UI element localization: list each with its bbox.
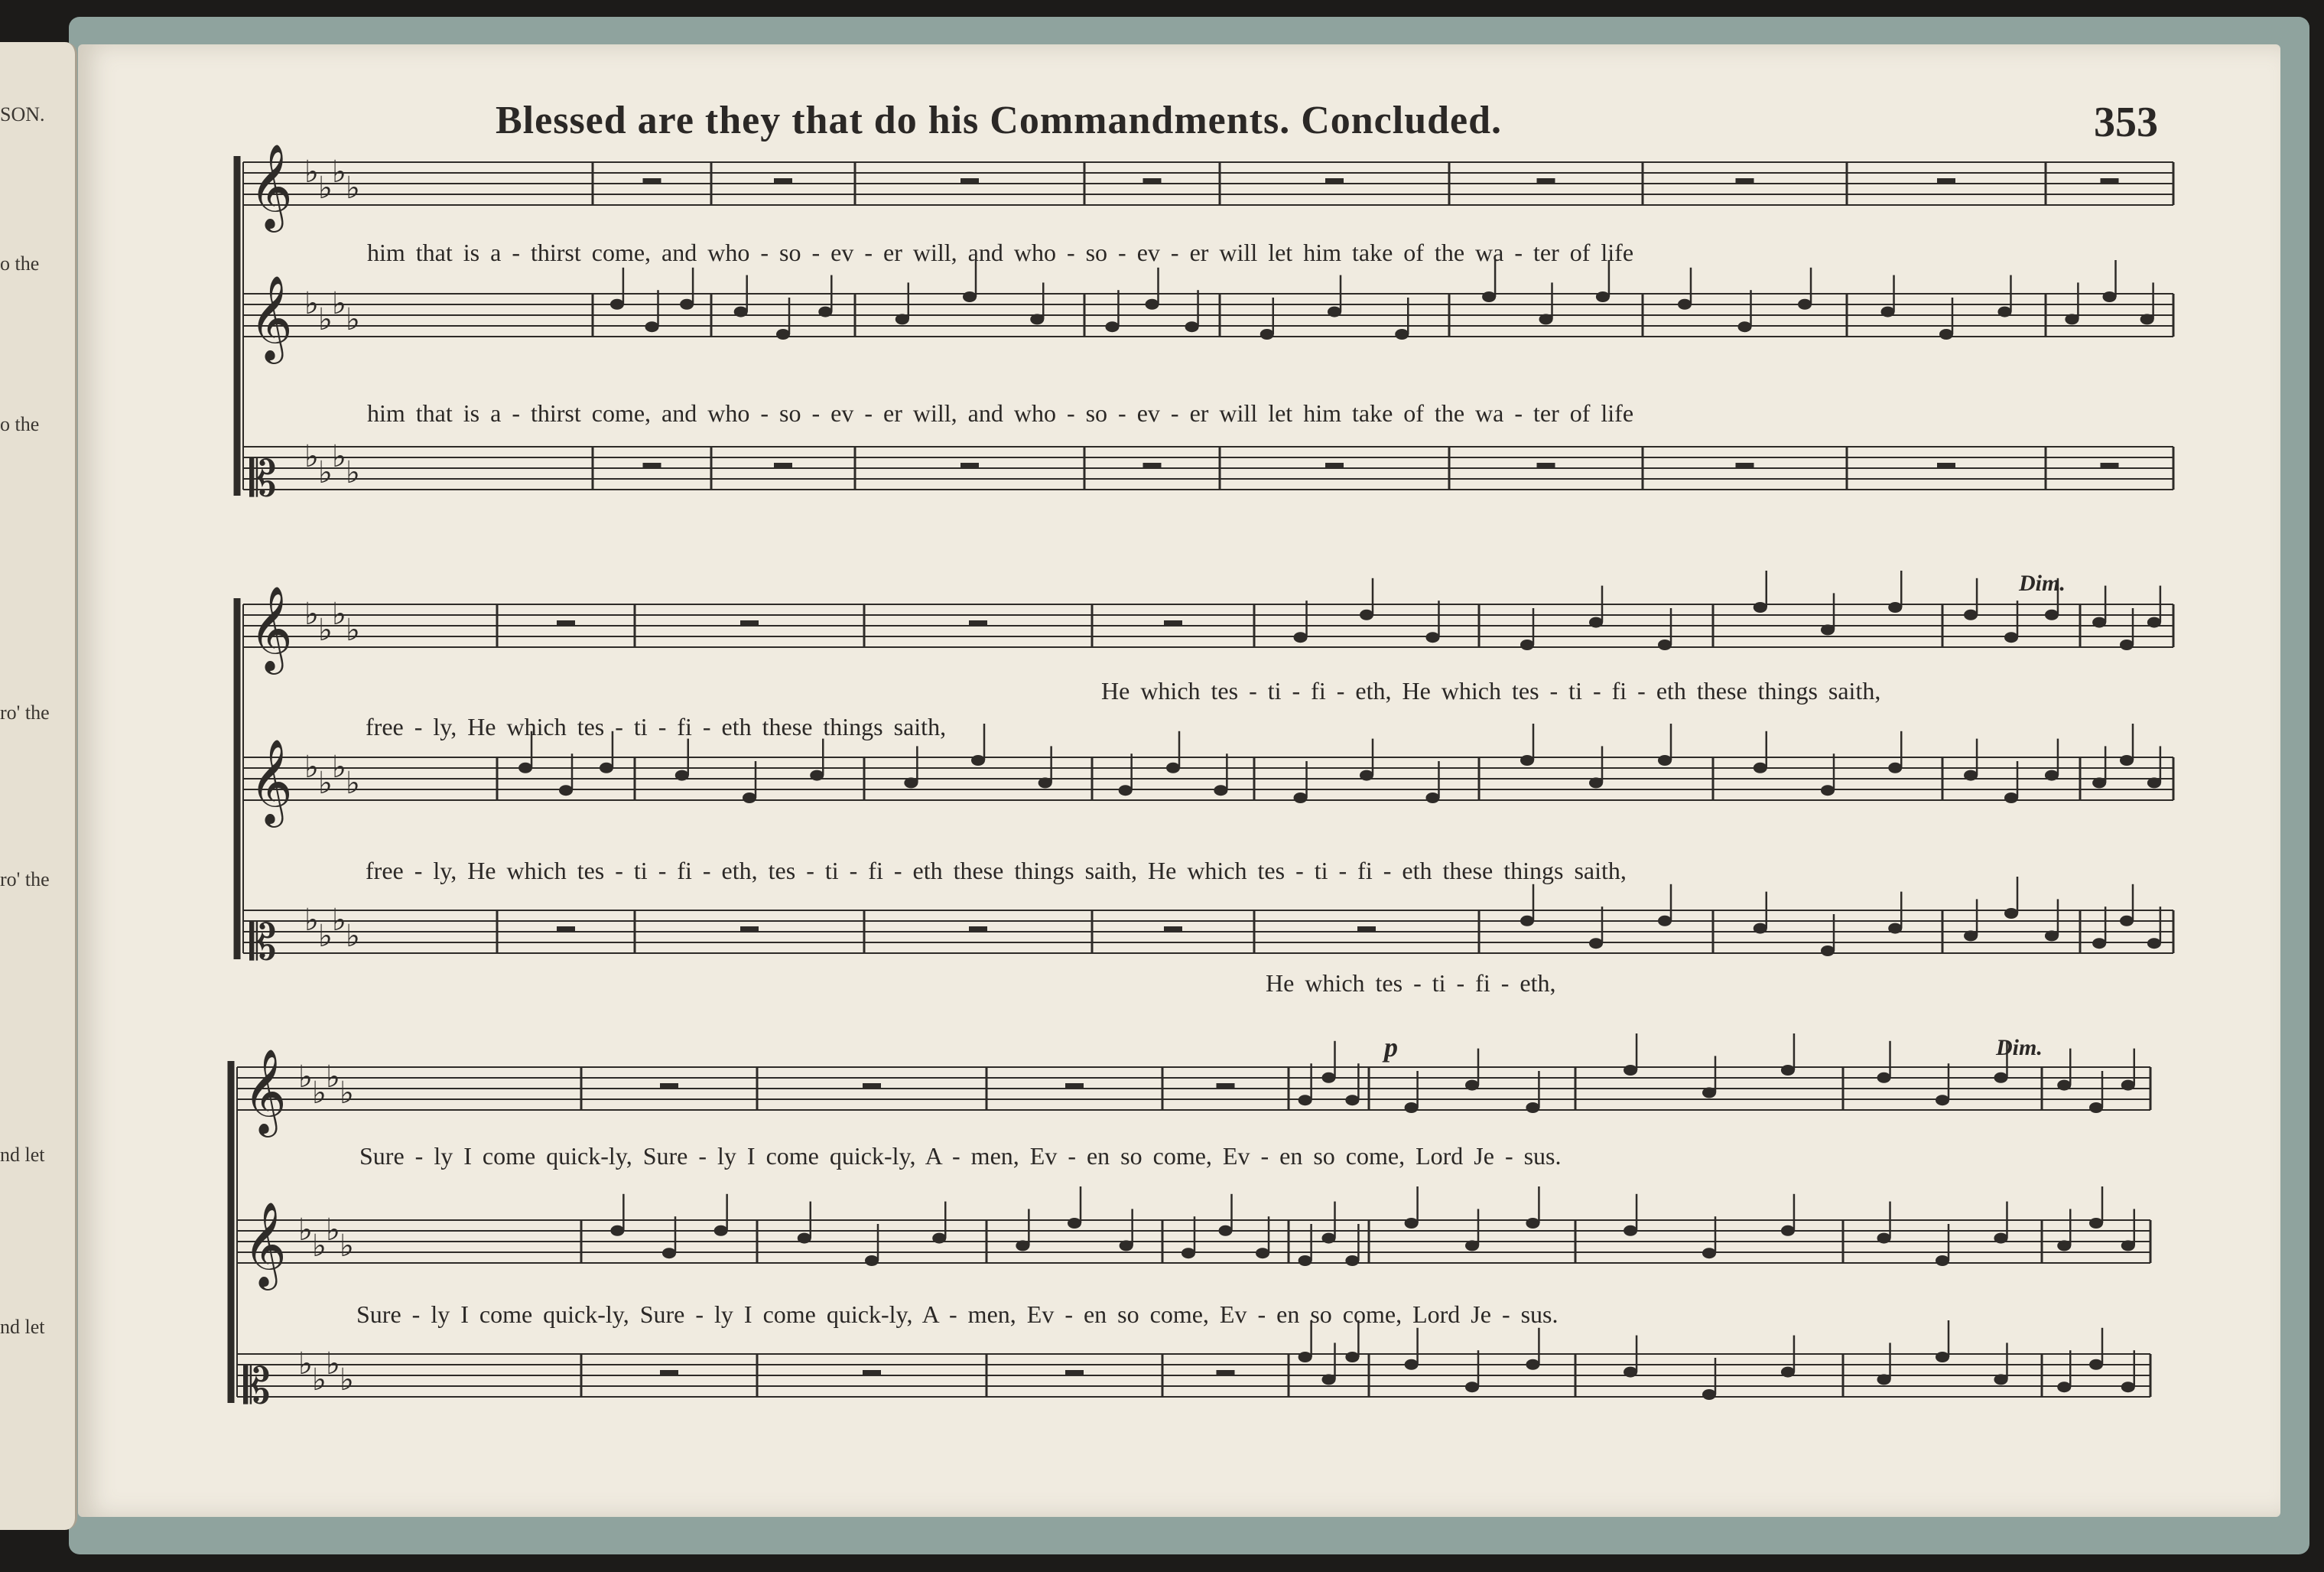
note-head bbox=[1328, 307, 1341, 317]
note-head bbox=[1964, 610, 1978, 620]
whole-rest-icon bbox=[1937, 463, 1955, 468]
note-head bbox=[1997, 307, 2011, 317]
flat-icon: ♭ bbox=[346, 919, 360, 954]
note-head bbox=[645, 321, 659, 332]
flat-icon: ♭ bbox=[332, 286, 346, 321]
note-head bbox=[2092, 938, 2106, 949]
note-head bbox=[1345, 1352, 1359, 1362]
note-head bbox=[1994, 1374, 2007, 1385]
note-head bbox=[1589, 777, 1603, 788]
whole-rest-icon bbox=[1065, 1083, 1084, 1089]
flat-icon: ♭ bbox=[312, 1076, 327, 1111]
note-head bbox=[1781, 1225, 1795, 1236]
note-head bbox=[2120, 916, 2134, 926]
left-page-fragment: o the bbox=[0, 413, 40, 435]
whole-rest-icon bbox=[1164, 620, 1182, 626]
note-head bbox=[1068, 1218, 1081, 1229]
note-head bbox=[1526, 1102, 1539, 1113]
flat-icon: ♭ bbox=[340, 1362, 354, 1398]
note-head bbox=[1256, 1248, 1269, 1258]
note-head bbox=[1299, 1352, 1312, 1362]
note-head bbox=[743, 793, 756, 803]
note-head bbox=[1146, 299, 1159, 310]
note-head bbox=[1888, 602, 1902, 613]
left-page-fragment: ro' the bbox=[0, 701, 50, 724]
whole-rest-icon bbox=[2101, 463, 2119, 468]
note-head bbox=[2004, 793, 2018, 803]
whole-rest-icon bbox=[557, 926, 575, 932]
flat-icon: ♭ bbox=[346, 302, 360, 337]
running-title: Blessed are they that do his Commandments. Concluded. bbox=[496, 99, 1503, 142]
note-head bbox=[2065, 314, 2079, 324]
note-head bbox=[1219, 1225, 1233, 1236]
note-head bbox=[1821, 624, 1835, 635]
system-3-treble-lyrics: Sure - ly I come quick-ly, Sure - ly I come quick-ly, A - men, Ev - en so come, Ev - en so come, Lord Je - sus. bbox=[359, 1142, 1562, 1170]
note-head bbox=[1624, 1065, 1637, 1076]
note-head bbox=[2147, 938, 2161, 949]
note-head bbox=[895, 314, 909, 324]
note-head bbox=[1345, 1095, 1359, 1105]
note-head bbox=[1738, 321, 1752, 332]
flat-icon: ♭ bbox=[304, 439, 319, 474]
note-head bbox=[865, 1255, 879, 1266]
note-head bbox=[1936, 1352, 1949, 1362]
note-head bbox=[714, 1225, 728, 1236]
note-head bbox=[818, 307, 832, 317]
system-1-treble-lyrics: him that is a - thirst come, and who - so - ev - er will, and who - so - ev - er will let him take of the wa - ter of life bbox=[367, 239, 1634, 266]
note-head bbox=[963, 291, 977, 302]
flat-icon: ♭ bbox=[332, 597, 346, 632]
flat-icon: ♭ bbox=[304, 286, 319, 321]
flat-icon: ♭ bbox=[326, 1346, 340, 1382]
whole-rest-icon bbox=[1143, 178, 1162, 184]
whole-rest-icon bbox=[960, 463, 979, 468]
flat-icon: ♭ bbox=[346, 766, 360, 801]
note-head bbox=[1781, 1367, 1795, 1378]
left-page-fragment: SON. bbox=[0, 103, 45, 125]
treble-clef-icon: 𝄞 bbox=[249, 738, 293, 824]
note-head bbox=[2045, 610, 2059, 620]
flat-icon: ♭ bbox=[332, 903, 346, 938]
note-head bbox=[675, 770, 689, 781]
whole-rest-icon bbox=[774, 463, 792, 468]
note-head bbox=[1119, 785, 1133, 796]
note-head bbox=[559, 785, 573, 796]
system-2-bass-lyrics: He which tes - ti - fi - eth, bbox=[1266, 969, 1556, 997]
note-head bbox=[1596, 291, 1610, 302]
note-head bbox=[1658, 916, 1672, 926]
treble-clef-icon: 𝄞 bbox=[249, 143, 293, 229]
flat-icon: ♭ bbox=[346, 613, 360, 648]
tenor-clef-icon: 𝄡 bbox=[249, 915, 277, 972]
whole-rest-icon bbox=[1143, 463, 1162, 468]
note-head bbox=[1405, 1359, 1419, 1370]
note-head bbox=[1520, 916, 1534, 926]
note-head bbox=[1322, 1374, 1336, 1385]
note-head bbox=[1888, 923, 1902, 934]
note-head bbox=[1294, 632, 1308, 643]
note-head bbox=[600, 763, 613, 773]
note-head bbox=[2045, 770, 2059, 781]
flat-icon: ♭ bbox=[340, 1229, 354, 1264]
note-head bbox=[1624, 1225, 1637, 1236]
note-head bbox=[1658, 755, 1672, 766]
note-head bbox=[2004, 632, 2018, 643]
note-head bbox=[1405, 1102, 1419, 1113]
system-2-alto-lyrics: free - ly, He which tes - ti - fi - eth, tes - ti - fi - eth these things saith, He which tes - ti - fi - eth these things saith, bbox=[366, 857, 1627, 884]
note-head bbox=[2045, 930, 2059, 941]
note-head bbox=[1589, 938, 1603, 949]
note-head bbox=[1030, 314, 1044, 324]
note-head bbox=[2092, 777, 2106, 788]
flat-icon: ♭ bbox=[304, 903, 319, 938]
whole-rest-icon bbox=[1325, 463, 1344, 468]
note-head bbox=[1624, 1367, 1637, 1378]
note-head bbox=[1936, 1255, 1949, 1266]
note-head bbox=[1360, 610, 1373, 620]
note-head bbox=[2120, 755, 2134, 766]
note-head bbox=[680, 299, 694, 310]
note-head bbox=[610, 1225, 624, 1236]
whole-rest-icon bbox=[1736, 178, 1754, 184]
note-head bbox=[1482, 291, 1496, 302]
note-head bbox=[2057, 1080, 2071, 1091]
note-head bbox=[1702, 1248, 1716, 1258]
whole-rest-icon bbox=[960, 178, 979, 184]
note-head bbox=[1520, 640, 1534, 650]
note-head bbox=[932, 1233, 946, 1244]
note-head bbox=[1821, 945, 1835, 956]
note-head bbox=[610, 299, 624, 310]
note-head bbox=[1038, 777, 1052, 788]
note-head bbox=[971, 755, 985, 766]
note-head bbox=[1526, 1359, 1539, 1370]
note-head bbox=[1185, 321, 1199, 332]
note-head bbox=[1754, 763, 1767, 773]
dynamic-dim-system-3: Dim. bbox=[1996, 1035, 2043, 1060]
note-head bbox=[1322, 1072, 1336, 1083]
note-head bbox=[1322, 1233, 1336, 1244]
note-head bbox=[1754, 923, 1767, 934]
flat-icon: ♭ bbox=[332, 155, 346, 190]
tenor-clef-icon: 𝄡 bbox=[243, 1359, 271, 1415]
whole-rest-icon bbox=[557, 620, 575, 626]
flat-icon: ♭ bbox=[318, 613, 333, 648]
whole-rest-icon bbox=[1736, 463, 1754, 468]
note-head bbox=[904, 777, 918, 788]
left-page-fragment: nd let bbox=[0, 1144, 45, 1166]
note-head bbox=[1678, 299, 1692, 310]
note-head bbox=[1994, 1072, 2007, 1083]
flat-icon: ♭ bbox=[326, 1059, 340, 1095]
note-head bbox=[2057, 1240, 2071, 1251]
note-head bbox=[2147, 777, 2161, 788]
whole-rest-icon bbox=[740, 620, 759, 626]
whole-rest-icon bbox=[1217, 1370, 1235, 1375]
whole-rest-icon bbox=[2101, 178, 2119, 184]
note-head bbox=[1425, 793, 1439, 803]
system-2-treble-lyrics: He which tes - ti - fi - eth, He which tes - ti - fi - eth these things saith, bbox=[1101, 677, 1881, 705]
flat-icon: ♭ bbox=[304, 597, 319, 632]
whole-rest-icon bbox=[660, 1083, 678, 1089]
note-head bbox=[1016, 1240, 1029, 1251]
flat-icon: ♭ bbox=[318, 171, 333, 206]
flat-icon: ♭ bbox=[298, 1212, 313, 1248]
whole-rest-icon bbox=[1065, 1370, 1084, 1375]
note-head bbox=[2089, 1359, 2103, 1370]
note-head bbox=[1405, 1218, 1419, 1229]
note-head bbox=[1520, 755, 1534, 766]
note-head bbox=[2057, 1382, 2071, 1392]
note-head bbox=[2121, 1382, 2135, 1392]
note-head bbox=[1105, 321, 1119, 332]
flat-icon: ♭ bbox=[332, 439, 346, 474]
note-head bbox=[1526, 1218, 1539, 1229]
note-head bbox=[1539, 314, 1553, 324]
note-head bbox=[662, 1248, 676, 1258]
whole-rest-icon bbox=[1537, 178, 1555, 184]
note-head bbox=[1299, 1255, 1312, 1266]
whole-rest-icon bbox=[969, 926, 987, 932]
note-head bbox=[1881, 307, 1895, 317]
note-head bbox=[1702, 1389, 1716, 1400]
note-head bbox=[2121, 1240, 2135, 1251]
note-head bbox=[1214, 785, 1227, 796]
note-head bbox=[2103, 291, 2117, 302]
whole-rest-icon bbox=[1937, 178, 1955, 184]
note-head bbox=[2120, 640, 2134, 650]
note-head bbox=[1465, 1240, 1479, 1251]
flat-icon: ♭ bbox=[340, 1076, 354, 1111]
whole-rest-icon bbox=[1164, 926, 1182, 932]
note-head bbox=[1936, 1095, 1949, 1105]
flat-icon: ♭ bbox=[318, 302, 333, 337]
system-2-inner-lyrics: free - ly, He which tes - ti - fi - eth these things saith, bbox=[366, 713, 947, 740]
flat-icon: ♭ bbox=[318, 766, 333, 801]
note-head bbox=[2140, 314, 2154, 324]
whole-rest-icon bbox=[1537, 463, 1555, 468]
treble-clef-icon: 𝄞 bbox=[249, 585, 293, 671]
whole-rest-icon bbox=[1357, 926, 1376, 932]
whole-rest-icon bbox=[863, 1370, 881, 1375]
note-head bbox=[2089, 1218, 2103, 1229]
note-head bbox=[1465, 1382, 1479, 1392]
whole-rest-icon bbox=[643, 463, 661, 468]
note-head bbox=[1888, 763, 1902, 773]
system-3-alto-lyrics: Sure - ly I come quick-ly, Sure - ly I come quick-ly, A - men, Ev - en so come, Ev - en so come, Lord Je - sus. bbox=[356, 1300, 1559, 1328]
note-head bbox=[1754, 602, 1767, 613]
tenor-clef-icon: 𝄡 bbox=[249, 451, 277, 508]
note-head bbox=[810, 770, 824, 781]
left-page-fragment: o the bbox=[0, 252, 40, 275]
note-head bbox=[2089, 1102, 2103, 1113]
flat-icon: ♭ bbox=[312, 1229, 327, 1264]
whole-rest-icon bbox=[740, 926, 759, 932]
note-head bbox=[1294, 793, 1308, 803]
flat-icon: ♭ bbox=[298, 1346, 313, 1382]
note-head bbox=[1120, 1240, 1133, 1251]
treble-clef-icon: 𝄞 bbox=[249, 275, 293, 360]
flat-icon: ♭ bbox=[318, 455, 333, 490]
whole-rest-icon bbox=[1217, 1083, 1235, 1089]
note-head bbox=[1877, 1233, 1891, 1244]
whole-rest-icon bbox=[643, 178, 661, 184]
note-head bbox=[2092, 617, 2106, 628]
note-head bbox=[1299, 1095, 1312, 1105]
whole-rest-icon bbox=[1325, 178, 1344, 184]
note-head bbox=[1964, 930, 1978, 941]
note-head bbox=[1939, 329, 1953, 340]
note-head bbox=[1166, 763, 1180, 773]
note-head bbox=[1702, 1087, 1716, 1098]
dynamic-piano: p bbox=[1384, 1032, 1398, 1063]
note-head bbox=[1781, 1065, 1795, 1076]
note-head bbox=[1425, 632, 1439, 643]
note-head bbox=[1964, 770, 1978, 781]
note-head bbox=[1465, 1080, 1479, 1091]
note-head bbox=[1589, 617, 1603, 628]
note-head bbox=[2147, 617, 2161, 628]
note-head bbox=[776, 329, 790, 340]
note-head bbox=[1395, 329, 1409, 340]
left-page-fragment: nd let bbox=[0, 1316, 45, 1338]
note-head bbox=[2004, 908, 2018, 919]
whole-rest-icon bbox=[969, 620, 987, 626]
note-head bbox=[734, 307, 748, 317]
note-head bbox=[1360, 770, 1373, 781]
dynamic-dim-system-2: Dim. bbox=[2019, 571, 2066, 596]
treble-clef-icon: 𝄞 bbox=[243, 1048, 287, 1134]
page-number: 353 bbox=[2094, 99, 2158, 146]
flat-icon: ♭ bbox=[304, 750, 319, 785]
whole-rest-icon bbox=[660, 1370, 678, 1375]
note-head bbox=[518, 763, 532, 773]
note-head bbox=[1877, 1072, 1891, 1083]
flat-icon: ♭ bbox=[346, 171, 360, 206]
note-head bbox=[1182, 1248, 1195, 1258]
note-head bbox=[798, 1233, 811, 1244]
whole-rest-icon bbox=[863, 1083, 881, 1089]
treble-clef-icon: 𝄞 bbox=[243, 1201, 287, 1287]
note-head bbox=[1994, 1233, 2007, 1244]
note-head bbox=[1345, 1255, 1359, 1266]
note-head bbox=[1877, 1374, 1891, 1385]
flat-icon: ♭ bbox=[304, 155, 319, 190]
flat-icon: ♭ bbox=[346, 455, 360, 490]
flat-icon: ♭ bbox=[332, 750, 346, 785]
note-head bbox=[1658, 640, 1672, 650]
flat-icon: ♭ bbox=[318, 919, 333, 954]
note-head bbox=[2121, 1080, 2135, 1091]
whole-rest-icon bbox=[774, 178, 792, 184]
flat-icon: ♭ bbox=[298, 1059, 313, 1095]
flat-icon: ♭ bbox=[326, 1212, 340, 1248]
flat-icon: ♭ bbox=[312, 1362, 327, 1398]
note-head bbox=[1798, 299, 1812, 310]
note-head bbox=[1260, 329, 1274, 340]
system-1-alto-lyrics: him that is a - thirst come, and who - so - ev - er will, and who - so - ev - er will let him take of the wa - ter of life bbox=[367, 399, 1634, 427]
note-head bbox=[1821, 785, 1835, 796]
left-page-fragment: ro' the bbox=[0, 868, 50, 890]
